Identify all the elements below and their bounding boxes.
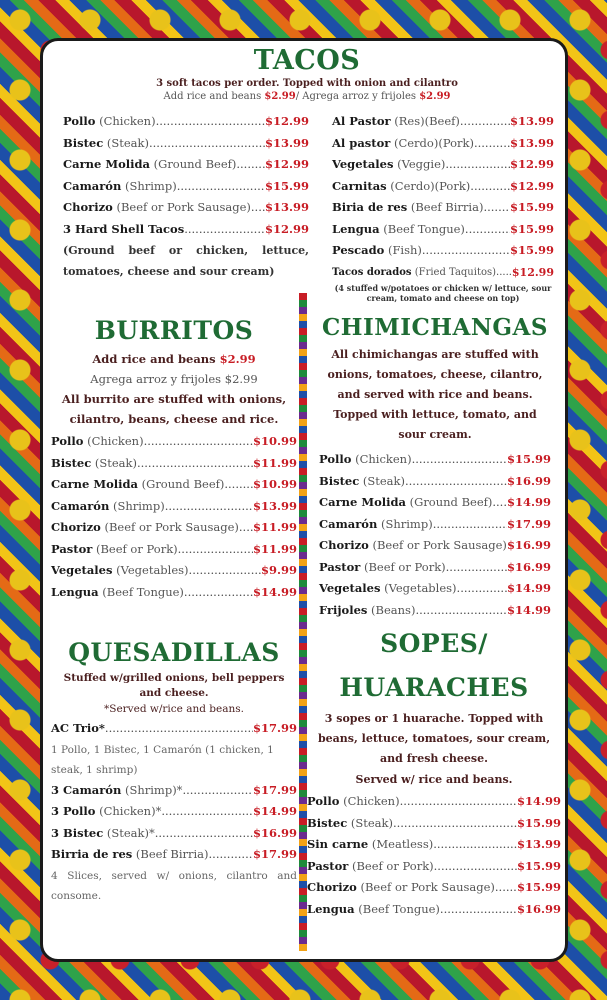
item-leader — [400, 791, 517, 813]
item-desc: (Beef Tongue) — [383, 221, 465, 236]
menu-item — [51, 801, 297, 823]
item-leader — [236, 154, 265, 176]
item-desc: (Shrimp) — [124, 178, 177, 193]
item-name: Biria de res — [332, 200, 408, 214]
item-name: Vegetales — [332, 157, 394, 171]
item-leader — [446, 557, 507, 579]
item-price: $16.99 — [506, 538, 551, 552]
item-name: Lengua — [51, 584, 99, 599]
item-leader — [137, 453, 253, 475]
item-desc: (Vegetables) — [116, 563, 189, 577]
menu-item — [332, 133, 554, 155]
item-desc: (Cerdo)(Pork) — [393, 135, 474, 150]
item-price: $14.99 — [506, 581, 551, 595]
item-price: $11.99 — [252, 520, 297, 534]
burritos-rice-note — [51, 349, 297, 369]
item-leader — [412, 449, 507, 471]
item-leader — [161, 801, 253, 823]
chimichangas-section — [319, 311, 551, 621]
item-name: 3 Bistec — [51, 825, 104, 840]
item-leader — [496, 262, 512, 284]
sopes-title: SOPES/ — [380, 629, 488, 658]
item-price: $14.99 — [252, 804, 297, 818]
item-name: Chorizo — [51, 520, 101, 534]
menu-item — [51, 517, 297, 539]
item-name: Bistec — [63, 135, 104, 150]
menu-item — [51, 431, 297, 453]
menu-item — [51, 844, 297, 866]
item-price: $11.99 — [252, 455, 297, 470]
tacos-note: 3 soft tacos per order. Topped with onion and cilantro — [156, 78, 458, 89]
item-price: $14.99 — [252, 584, 297, 599]
item-price: $10.99 — [252, 477, 297, 491]
item-leader — [470, 176, 510, 198]
item-desc: (Beef or Pork Sausage) — [372, 538, 507, 552]
item-leader — [440, 899, 517, 921]
item-desc: (Fish) — [387, 243, 422, 257]
item-desc: (Beef or Pork) — [95, 541, 178, 556]
item-name: Vegetales — [319, 581, 381, 595]
item-name: 3 Pollo — [51, 804, 96, 818]
item-price: $16.99 — [252, 825, 297, 840]
item-leader — [465, 219, 510, 241]
item-leader — [415, 600, 507, 622]
quesadillas-note: Stuffed w/grilled onions, bell peppers and cheese. — [63, 672, 285, 699]
item-leader — [144, 431, 253, 453]
sopes-section — [307, 621, 561, 920]
menu-item — [307, 877, 561, 899]
item-name: Al Pastor — [332, 114, 391, 128]
item-name: Birria de res — [51, 847, 133, 861]
item-price: $11.99 — [252, 541, 297, 556]
item-price: $12.99 — [264, 157, 309, 171]
menu-item — [307, 834, 561, 856]
item-leader — [251, 197, 265, 219]
tacos-title: TACOS — [253, 45, 361, 76]
menu-item — [332, 154, 554, 176]
item-leader — [149, 133, 265, 155]
menu-item — [332, 176, 554, 198]
item-desc: (Veggie) — [397, 157, 446, 171]
item-leader — [182, 780, 253, 802]
burritos-stuffing-note: All burrito are stuffed with onions, cilantro, beans, cheese and rice. — [61, 392, 287, 426]
item-price: $17.99 — [252, 847, 297, 861]
item-price: $15.99 — [516, 858, 561, 873]
item-desc: (Beef or Pork) — [351, 858, 434, 873]
item-price: $13.99 — [509, 135, 554, 150]
item-price: $12.99 — [264, 114, 309, 128]
item-desc: (Chicken)* — [99, 804, 162, 818]
item-name: Chorizo — [307, 880, 357, 894]
quesadillas-title: QUESADILLAS — [68, 638, 280, 667]
tacos-section — [43, 45, 568, 103]
item-name: Pastor — [319, 559, 361, 574]
item-name: Camarón — [63, 178, 122, 193]
item-desc: (Shrimp) — [112, 498, 165, 513]
item-price: $15.99 — [506, 452, 551, 466]
item-price: $13.99 — [264, 200, 309, 214]
menu-item — [307, 813, 561, 835]
menu-item — [319, 600, 551, 622]
menu-item — [51, 539, 297, 561]
tacos-rice-text: Add rice and beans — [163, 91, 265, 102]
item-price: $12.99 — [509, 157, 554, 171]
menu-item — [307, 791, 561, 813]
menu-item — [51, 582, 297, 604]
item-leader — [165, 496, 253, 518]
item-name: 3 Camarón — [51, 782, 122, 797]
item-price: $16.99 — [516, 901, 561, 916]
burritos-section — [51, 313, 297, 603]
menu-board — [40, 38, 568, 962]
item-leader — [189, 560, 261, 582]
item-price: $13.99 — [509, 114, 554, 128]
menu-item — [319, 449, 551, 471]
item-name: Pollo — [63, 114, 96, 128]
item-name: 3 Hard Shell Tacos — [63, 221, 185, 236]
menu-item — [63, 133, 309, 155]
item-leader — [156, 111, 265, 133]
burritos-rice-text-es: Agrega arroz y frijoles — [90, 372, 225, 386]
item-name: Carnitas — [332, 178, 387, 193]
item-desc: (Beans) — [371, 602, 416, 617]
item-leader — [492, 492, 507, 514]
menu-item — [332, 262, 554, 284]
menu-item — [332, 240, 554, 262]
item-name: Pollo — [319, 452, 352, 466]
item-desc: (Vegetables) — [384, 581, 457, 595]
item-name: Carne Molida — [51, 477, 138, 491]
menu-item — [63, 111, 309, 133]
decorative-divider — [299, 293, 307, 951]
burritos-rice-price: $2.99 — [219, 352, 256, 366]
item-leader — [434, 856, 517, 878]
menu-item — [63, 219, 309, 241]
item-leader — [422, 240, 510, 262]
item-desc: (Beef or Pork Sausage) — [104, 520, 239, 534]
item-leader — [209, 844, 253, 866]
item-price: $14.99 — [516, 794, 561, 808]
item-price: $17.99 — [252, 721, 297, 735]
birria-desc: 4 Slices, served w/ onions, cilantro and consome. — [51, 869, 297, 902]
chimichangas-title: CHIMICHANGAS — [321, 314, 549, 341]
burritos-rice-note-es — [51, 369, 297, 389]
item-name: Sin carne — [307, 837, 369, 851]
item-leader — [184, 582, 253, 604]
menu-item — [332, 111, 554, 133]
tacos-left-list — [63, 111, 309, 282]
item-price: $15.99 — [509, 221, 554, 236]
menu-item — [319, 514, 551, 536]
item-leader — [184, 219, 265, 241]
item-leader — [457, 578, 507, 600]
item-price: $17.99 — [252, 782, 297, 797]
menu-item — [319, 535, 551, 557]
item-leader — [224, 474, 253, 496]
item-price: $15.99 — [509, 200, 554, 214]
quesadillas-served-note: *Served w/rice and beans. — [104, 703, 244, 715]
hard-shell-desc: (Ground beef or chicken, lettuce, tomatoes, cheese and sour cream) — [63, 244, 309, 278]
item-desc: (Beef Birria) — [135, 847, 209, 861]
item-desc: (Beef Tongue) — [102, 584, 184, 599]
menu-item — [63, 197, 309, 219]
item-price: $13.99 — [264, 135, 309, 150]
item-desc: (Ground Beef) — [141, 477, 225, 491]
item-leader — [105, 718, 253, 740]
item-price: $17.99 — [506, 516, 551, 531]
item-desc: (Beef or Pork Sausage) — [360, 880, 495, 894]
item-name: Bistec — [51, 455, 92, 470]
quesadillas-section — [51, 635, 297, 906]
item-name: AC Trio* — [51, 721, 105, 735]
item-price: $10.99 — [252, 434, 297, 448]
menu-item — [51, 823, 297, 845]
item-desc: (Beef or Pork) — [363, 559, 446, 574]
dorados-desc: (4 stuffed w/potatoes or chicken w/ lettuce, sour cream, tomato and cheese on top) — [334, 283, 552, 303]
item-desc: (Chicken) — [87, 434, 144, 448]
item-leader — [155, 823, 253, 845]
menu-item — [319, 492, 551, 514]
item-name: Frijoles — [319, 602, 368, 617]
item-desc: (Ground Beef) — [153, 157, 237, 171]
item-price: $12.99 — [264, 221, 309, 236]
item-name: Pescado — [332, 243, 385, 257]
chimichangas-note: All chimichangas are stuffed with onions, tomatoes, cheese, cilantro, and served with rice and beans. Topped with lettuce, tomato, and sour cream. — [327, 348, 543, 441]
item-name: Pollo — [307, 794, 340, 808]
item-price: $12.99 — [509, 178, 554, 193]
item-leader — [177, 176, 265, 198]
menu-item — [63, 176, 309, 198]
item-name: Vegetales — [51, 563, 113, 577]
item-name: Camarón — [319, 516, 378, 531]
burritos-rice-price-es: $2.99 — [224, 372, 258, 386]
item-desc: (Shrimp)* — [124, 782, 183, 797]
item-price: $16.99 — [506, 559, 551, 574]
item-name: Pollo — [51, 434, 84, 448]
item-name: Chorizo — [63, 200, 113, 214]
item-leader — [474, 133, 510, 155]
item-desc: (Ground Beef) — [409, 495, 493, 509]
item-name: Lengua — [307, 901, 355, 916]
menu-item — [319, 557, 551, 579]
item-desc: (Chicken) — [343, 794, 400, 808]
menu-item — [307, 899, 561, 921]
trio-desc: 1 Pollo, 1 Bistec, 1 Camarón (1 chicken, 1 steak, 1 shrimp) — [51, 743, 274, 776]
item-price: $14.99 — [506, 495, 551, 509]
item-leader — [495, 877, 517, 899]
item-price: $15.99 — [516, 880, 561, 894]
item-leader — [445, 154, 510, 176]
menu-item — [63, 154, 309, 176]
tacos-rice-note — [43, 90, 568, 103]
tacos-rice-text-es: / Agrega arroz y frijoles — [295, 91, 420, 102]
item-price: $14.99 — [506, 602, 551, 617]
item-desc: (Steak) — [362, 473, 405, 488]
menu-item — [319, 471, 551, 493]
item-desc: (Fried Taquitos) — [414, 266, 497, 278]
item-name: Pastor — [307, 858, 349, 873]
item-price: $13.99 — [252, 498, 297, 513]
tacos-rice-price-es: $2.99 — [419, 91, 451, 102]
item-desc: (Beef or Pork Sausage) — [116, 200, 251, 214]
menu-item — [319, 578, 551, 600]
item-name: Carne Molida — [63, 157, 150, 171]
item-desc: (Cerdo)(Pork) — [390, 178, 471, 193]
item-desc: (Steak) — [106, 135, 149, 150]
item-price: $12.99 — [511, 265, 554, 279]
burritos-title: BURRITOS — [94, 316, 254, 345]
item-leader — [393, 813, 517, 835]
menu-item — [332, 219, 554, 241]
item-price: $9.99 — [260, 563, 297, 577]
menu-item — [307, 856, 561, 878]
menu-item — [51, 560, 297, 582]
item-price: $13.99 — [516, 837, 561, 851]
menu-item — [332, 197, 554, 219]
sopes-note: 3 sopes or 1 huarache. Topped with beans, lettuce, tomatoes, sour cream, and fresh cheese. — [317, 712, 551, 765]
tacos-rice-price: $2.99 — [264, 91, 296, 102]
menu-item — [51, 718, 297, 740]
item-price: $16.99 — [506, 473, 551, 488]
item-name: Pastor — [51, 541, 93, 556]
item-leader — [178, 539, 253, 561]
sopes-served-note: Served w/ rice and beans. — [355, 773, 513, 786]
menu-item — [51, 453, 297, 475]
item-desc: (Beef Tongue) — [358, 901, 440, 916]
item-desc: (Steak) — [350, 815, 393, 830]
item-price: $15.99 — [509, 243, 554, 257]
item-leader — [433, 834, 517, 856]
item-name: Camarón — [51, 498, 110, 513]
item-name: Tacos dorados — [332, 266, 412, 278]
item-price: $15.99 — [516, 815, 561, 830]
item-leader — [433, 514, 507, 536]
item-desc: (Shrimp) — [380, 516, 433, 531]
item-leader — [483, 197, 510, 219]
item-name: Lengua — [332, 221, 380, 236]
item-desc: (Meatless) — [371, 837, 434, 851]
item-desc: (Steak)* — [106, 825, 155, 840]
item-name: Bistec — [319, 473, 360, 488]
burritos-rice-text: Add rice and beans — [92, 352, 220, 366]
huaraches-title: HUARACHES — [339, 673, 529, 702]
item-name: Carne Molida — [319, 495, 406, 509]
item-desc: (Steak) — [94, 455, 137, 470]
item-name: Chorizo — [319, 538, 369, 552]
item-desc: (Res)(Beef) — [394, 114, 460, 128]
tacos-right-list — [332, 111, 554, 303]
menu-item — [51, 496, 297, 518]
item-leader — [239, 517, 253, 539]
menu-item — [51, 780, 297, 802]
item-name: Bistec — [307, 815, 348, 830]
item-leader — [405, 471, 507, 493]
item-leader — [460, 111, 510, 133]
item-desc: (Beef Birria) — [410, 200, 484, 214]
item-desc: (Chicken) — [355, 452, 412, 466]
item-desc: (Chicken) — [99, 114, 156, 128]
menu-item — [51, 474, 297, 496]
item-name: Al pastor — [332, 135, 391, 150]
item-price: $15.99 — [264, 178, 309, 193]
